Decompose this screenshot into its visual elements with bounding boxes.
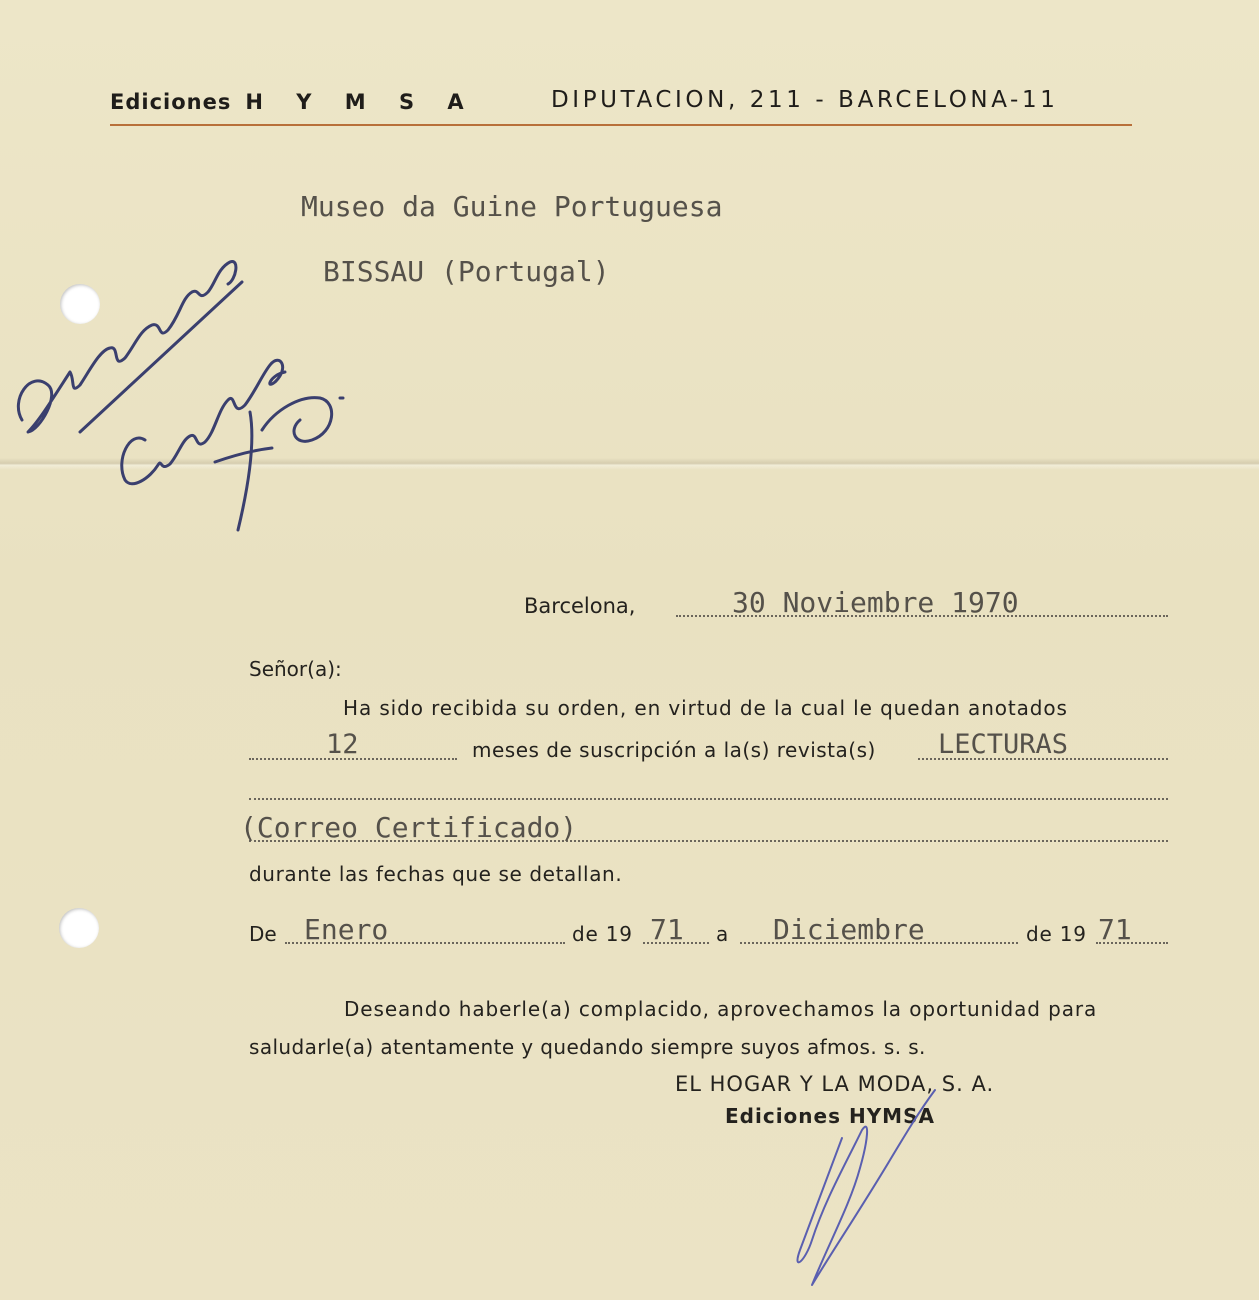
delivery-value: (Correo Certificado) <box>240 811 578 844</box>
letterhead-address: DIPUTACION, 211 - BARCELONA-11 <box>551 87 1059 113</box>
recipient-name: Museo da Guine Portuguesa <box>301 190 723 223</box>
handwritten-word-anotado <box>18 262 236 432</box>
body-line-1: Ha sido recibida su orden, en virtud de la cual le quedan anotados <box>343 696 1068 720</box>
date-value: 30 Noviembre 1970 <box>732 586 1019 619</box>
body-line-2: meses de suscripción a la(s) revista(s) <box>472 738 876 762</box>
signature <box>797 1090 935 1285</box>
period-to-month: Diciembre <box>773 913 925 946</box>
signature-stroke <box>797 1090 935 1285</box>
period-year-label-2: de 19 <box>1026 922 1087 946</box>
letterhead-brand-prefix: Ediciones <box>110 90 232 114</box>
handwritten-word-cierre <box>122 360 285 484</box>
period-from-label: De <box>249 922 277 946</box>
signoff-company: EL HOGAR Y LA MODA, S. A. <box>675 1072 995 1096</box>
date-city-label: Barcelona, <box>524 594 636 618</box>
handwritten-underline <box>80 282 242 432</box>
recipient-city: BISSAU (Portugal) <box>323 255 610 288</box>
period-from-year: 71 <box>650 913 684 946</box>
closing-line-1: Deseando haberle(a) complacido, aprovechamos la oportunidad para <box>344 997 1098 1021</box>
handwritten-note <box>18 262 343 530</box>
period-to-year: 71 <box>1098 913 1132 946</box>
period-to-label: a <box>716 922 729 946</box>
body-line-3: durante las fechas que se detallan. <box>249 862 623 886</box>
magazine-value: LECTURAS <box>938 729 1069 760</box>
months-value: 12 <box>326 729 359 760</box>
closing-line-2: saludarle(a) atentamente y quedando siempre suyos afmos. s. s. <box>249 1035 926 1059</box>
period-year-label-1: de 19 <box>572 922 633 946</box>
handwritten-initials <box>215 398 343 530</box>
salutation: Señor(a): <box>249 657 342 681</box>
signoff-brand: Ediciones HYMSA <box>725 1104 935 1128</box>
letterhead-brand-name: H Y M S A <box>245 90 477 114</box>
period-from-month: Enero <box>304 913 389 946</box>
